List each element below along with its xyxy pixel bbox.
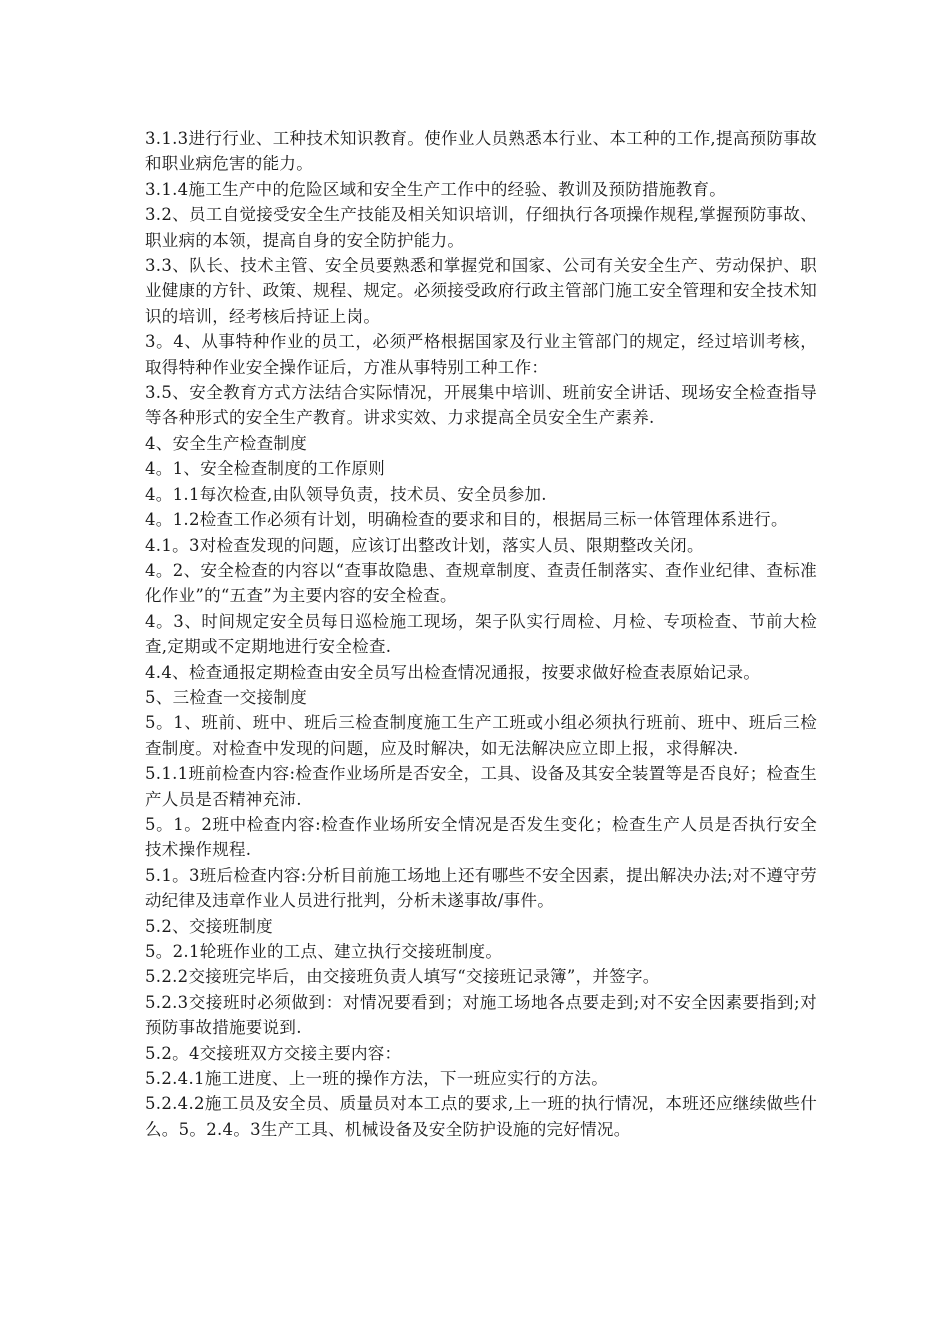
paragraph-4-1-1: 4。1.1每次检查,由队领导负责，技术员、安全员参加. bbox=[145, 484, 547, 504]
paragraph-5-2-3: 5.2.3交接班时必须做到：对情况要看到；对施工场地各点要走到;对不安全因素要指到;对预防事故措施要说到. bbox=[145, 992, 817, 1038]
subsection-heading-5-2: 5.2、交接班制度 bbox=[145, 916, 273, 936]
paragraph-4-3: 4。3、时间规定安全员每日巡检施工现场，架子队实行周检、月检、专项检查、节前大检查,定期或不定期地进行安全检查. bbox=[145, 611, 817, 657]
paragraph-5-1-3: 5.1。3班后检查内容:分析目前施工场地上还有哪些不安全因素，提出解决办法;对不遵守劳动纪律及违章作业人员进行批判，分析未遂事故/事件。 bbox=[145, 865, 817, 911]
paragraph-5-2-4-1: 5.2.4.1施工进度、上一班的操作方法，下一班应实行的方法。 bbox=[145, 1069, 609, 1089]
subsection-heading-4-1: 4。1、安全检查制度的工作原则 bbox=[145, 459, 385, 479]
paragraph-5-2-1: 5。2.1轮班作业的工点、建立执行交接班制度。 bbox=[145, 942, 503, 961]
paragraph-5-2-4-2: 5.2.4.2施工员及安全员、质量员对本工点的要求,上一班的执行情况，本班还应继续做些什么。5。2.4。3生产工具、机械设备及安全防护设施的完好情况。 bbox=[145, 1094, 817, 1139]
paragraph-5-1-1: 5.1.1班前检查内容:检查作业场所是否安全，工具、设备及其安全装置等是否良好；检查生产人员是否精神充沛. bbox=[145, 764, 817, 809]
section-heading-4: 4、安全生产检查制度 bbox=[145, 433, 307, 453]
paragraph-3-5: 3.5、安全教育方式方法结合实际情况，开展集中培训、班前安全讲话、现场安全检查指导等各种形式的安全生产教育。讲求实效、力求提高全员安全生产素养. bbox=[145, 383, 817, 428]
paragraph-3-4: 3。4、从事特种作业的员工，必须严格根据国家及行业主管部门的规定，经过培训考核，取得特种作业安全操作证后，方准从事特别工种工作： bbox=[145, 332, 817, 377]
paragraph-4-4: 4.4、检查通报定期检查由安全员写出检查情况通报，按要求做好检查表原始记录。 bbox=[145, 662, 761, 682]
paragraph-5-1: 5。1、班前、班中、班后三检查制度施工生产工班或小组必须执行班前、班中、班后三检查制度。对检查中发现的问题，应及时解决，如无法解决应立即上报，求得解决. bbox=[145, 713, 817, 758]
paragraph-5-1-2: 5。1。2班中检查内容:检查作业场所安全情况是否发生变化；检查生产人员是否执行安全技术操作规程. bbox=[145, 814, 817, 860]
document-body bbox=[145, 126, 817, 1142]
paragraph-4-1-3: 4.1。3对检查发现的问题，应该订出整改计划，落实人员、限期整改关闭。 bbox=[145, 535, 704, 555]
paragraph-4-2: 4。2、安全检查的内容以“查事故隐患、查规章制度、查责任制落实、查作业纪律、查标准化作业”的“五查”为主要内容的安全检查。 bbox=[145, 560, 817, 606]
paragraph-5-2-2: 5.2.2交接班完毕后，由交接班负责人填写“交接班记录簿”，并签字。 bbox=[145, 967, 660, 987]
paragraph-3-1-4: 3.1.4施工生产中的危险区域和安全生产工作中的经验、教训及预防措施教育。 bbox=[145, 179, 727, 199]
paragraph-3-1-3: 3.1.3进行行业、工种技术知识教育。使作业人员熟悉本行业、本工种的工作,提高预防事故和职业病危害的能力。 bbox=[145, 129, 817, 174]
paragraph-3-3: 3.3、队长、技术主管、安全员要熟悉和掌握党和国家、公司有关安全生产、劳动保护、职业健康的方针、政策、规程、规定。必须接受政府行政主管部门施工安全管理和安全技术知识的培训，经考核后持证上岗。 bbox=[145, 256, 817, 326]
section-heading-5: 5、三检查一交接制度 bbox=[145, 687, 307, 707]
paragraph-4-1-2: 4。1.2检查工作必须有计划，明确检查的要求和目的，根据局三标一体管理体系进行。 bbox=[145, 510, 788, 530]
paragraph-5-2-4: 5.2。4交接班双方交接主要内容： bbox=[145, 1043, 402, 1063]
paragraph-3-2: 3.2、员工自觉接受安全生产技能及相关知识培训，仔细执行各项操作规程,掌握预防事故、职业病的本领，提高自身的安全防护能力。 bbox=[145, 205, 817, 250]
